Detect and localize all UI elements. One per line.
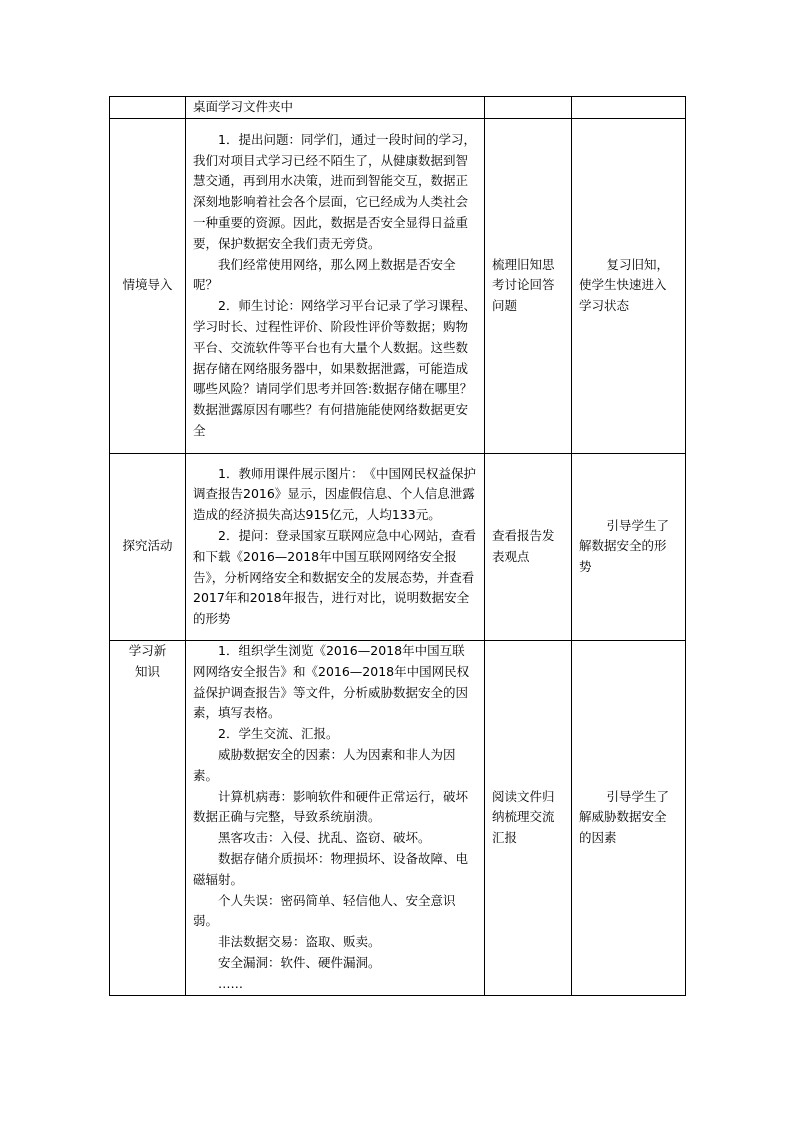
table-row [110,118,686,453]
design-intent-text: 复习旧知，使学生快速进入学习状态 [579,256,670,314]
design-intent-cell [572,97,686,119]
content-paragraph: 1．教师用课件展示图片： 《中国网民权益保护调查报告2016》显示，因虚假信息、个人信息泄露造成的经济损失高达915亿元，人均133元。 [193,465,476,523]
content-paragraph: 2．提问：登录国家互联网应急中心网站，查看和下载《2016—2018年中国互联网网络安全报告》，分析网络安全和数据安全的发展态势，并查看2017年和2018年报告，进行对比，说明数据安全的形势 [193,528,476,627]
content-cell [186,640,485,995]
content-paragraph: 桌面学习文件夹中 [193,99,294,114]
lesson-plan-table [109,96,686,996]
student-activity-cell [485,97,572,119]
design-intent-cell [572,118,686,453]
content-paragraph: 个人失误：密码简单、轻信他人、安全意识弱。 [193,892,456,929]
content-paragraph: 安全漏洞：软件、硬件漏洞。 [218,954,381,970]
content-paragraph: …… [218,975,243,991]
design-intent-cell [572,640,686,995]
table-row [110,640,686,995]
content-paragraph: 1．提出问题：同学们，通过一段时间的学习，我们对项目式学习已经不陌生了，从健康数据到智慧交通，再到用水决策，进而到智能交互，数据正深刻地影响着社会各个层面，它已经成为人类社会一种重要的资源。因此，数据是否安全显得日益重要，保护数据安全我们责无旁贷。 [193,131,476,251]
design-intent-text: 引导学生了解数据安全的形势 [579,517,670,575]
content-paragraph: 威胁数据安全的因素：人为因素和非人为因素。 [193,747,456,783]
stage-cell: 情境导入 [110,118,186,453]
content-paragraph: 2．师生讨论：网络学习平台记录了学习课程、学习时长、过程性评价、阶段性评价等数据；购物平台、交流软件等平台也有大量个人数据。这些数据存储在网络服务器中，如果数据泄露，可能造成哪些风险？请同学们思考并回答:数据存储在哪里？数据泄露原因有哪些？有何措施能使网络数据更安全 [193,298,476,438]
stage-cell: 探究活动 [110,453,186,640]
student-activity-cell: 阅读文件归纳梳理交流汇报 [485,640,572,995]
table-row [110,453,686,640]
stage-label: 学习新知识 [128,642,167,679]
table-row [110,97,686,119]
student-activity-cell: 查看报告发表观点 [485,453,572,640]
design-intent-cell [572,453,686,640]
content-cell [186,97,485,119]
content-cell [186,118,485,453]
content-paragraph: 黑客攻击：入侵、扰乱、盗窃、破坏。 [218,830,431,846]
content-paragraph: 计算机病毒：影响软件和硬件正常运行，破坏数据正确与完整，导致系统崩溃。 [193,788,469,825]
content-paragraph: 1．组织学生浏览《2016—2018年中国互联网网络安全报告》和《2016—2018年中国网民权益保护调查报告》等文件，分析威胁数据安全的因素，填写表格。 [193,643,470,721]
student-activity-cell: 梳理旧知思考讨论回答问题 [485,118,572,453]
content-paragraph: 非法数据交易：盗取、贩卖。 [218,934,381,950]
stage-cell [110,97,186,119]
content-paragraph: 2．学生交流、汇报。 [218,726,339,742]
content-cell [186,453,485,640]
stage-cell [110,640,186,995]
content-paragraph: 我们经常使用网络，那么网上数据是否安全呢？ [193,256,456,293]
design-intent-text: 引导学生了解威胁数据安全的因素 [579,788,670,846]
content-paragraph: 数据存储介质损坏：物理损坏、设备故障、电磁辐射。 [193,850,469,887]
